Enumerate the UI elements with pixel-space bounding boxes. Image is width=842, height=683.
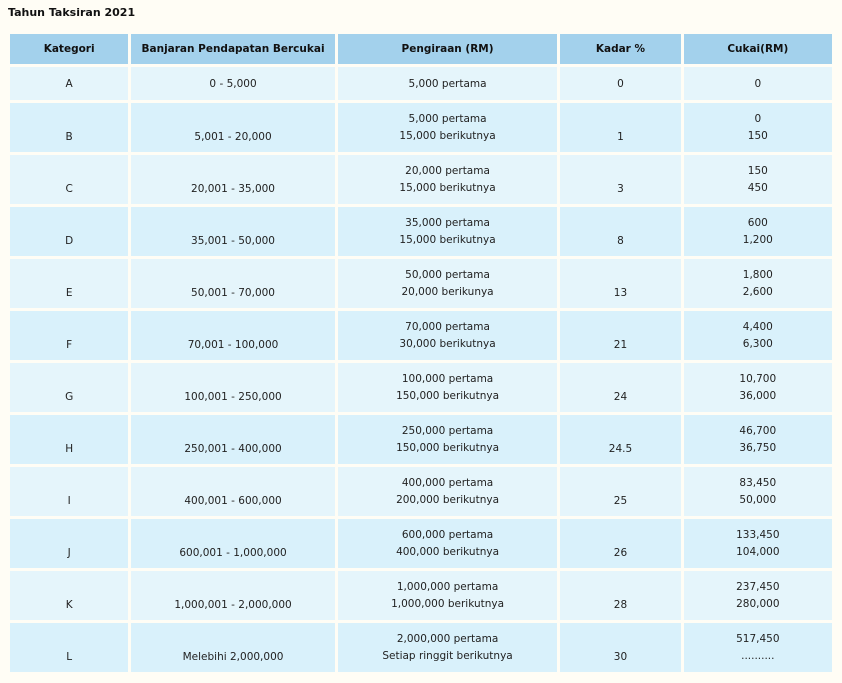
cell-cukai-line: 2,600	[742, 285, 773, 298]
page-title: Tahun Taksiran 2021	[8, 6, 136, 19]
cell-kadar: 28	[560, 571, 680, 620]
cell-pengiraan	[338, 519, 558, 568]
cell-pengiraan	[338, 571, 558, 620]
header-banjaran: Banjaran Pendapatan Bercukai	[131, 34, 335, 64]
cell-pengiraan-line: 100,000 pertama	[401, 372, 494, 385]
table-row	[10, 519, 832, 568]
cell-cukai-line: 600	[747, 216, 768, 229]
cell-pengiraan	[338, 415, 558, 464]
table-row	[10, 311, 832, 360]
cell-cukai-line: 280,000	[736, 597, 780, 610]
cell-kadar: 13	[560, 259, 680, 308]
cell-pengiraan	[338, 623, 558, 672]
cell-pengiraan-line: 35,000 pertama	[405, 216, 490, 229]
cell-pengiraan-line: 20,000 pertama	[405, 164, 490, 177]
cell-kategori: H	[10, 415, 128, 464]
cell-cukai	[684, 103, 832, 152]
cell-kategori: B	[10, 103, 128, 152]
cell-banjaran: 1,000,001 - 2,000,000	[131, 571, 335, 620]
cell-cukai	[684, 67, 832, 100]
cell-kategori: F	[10, 311, 128, 360]
cell-pengiraan-line: Setiap ringgit berikutnya	[382, 649, 513, 662]
cell-pengiraan-line: 50,000 pertama	[405, 268, 490, 281]
cell-kategori: I	[10, 467, 128, 516]
cell-kadar: 24.5	[560, 415, 680, 464]
cell-kategori: G	[10, 363, 128, 412]
cell-pengiraan-line: 150,000 berikutnya	[396, 441, 500, 454]
cell-banjaran: 35,001 - 50,000	[131, 207, 335, 256]
cell-pengiraan-line: 5,000 pertama	[408, 77, 487, 90]
header-kadar: Kadar %	[560, 34, 680, 64]
cell-cukai-line: 4,400	[742, 320, 773, 333]
header-row	[10, 34, 832, 64]
cell-pengiraan	[338, 103, 558, 152]
cell-kategori: E	[10, 259, 128, 308]
cell-pengiraan	[338, 363, 558, 412]
cell-pengiraan	[338, 67, 558, 100]
cell-banjaran: 20,001 - 35,000	[131, 155, 335, 204]
cell-cukai-line: 517,450	[736, 632, 780, 645]
cell-pengiraan	[338, 467, 558, 516]
cell-kadar: 26	[560, 519, 680, 568]
cell-cukai	[684, 363, 832, 412]
table-row	[10, 363, 832, 412]
cell-kadar: 3	[560, 155, 680, 204]
cell-cukai-line: 36,750	[739, 441, 777, 454]
cell-banjaran: 70,001 - 100,000	[131, 311, 335, 360]
cell-banjaran: 50,001 - 70,000	[131, 259, 335, 308]
cell-kategori: A	[10, 67, 128, 100]
cell-banjaran: 5,001 - 20,000	[131, 103, 335, 152]
cell-pengiraan	[338, 207, 558, 256]
cell-cukai-line: 104,000	[736, 545, 780, 558]
cell-pengiraan	[338, 259, 558, 308]
cell-pengiraan-line: 400,000 pertama	[401, 476, 494, 489]
cell-pengiraan-line: 20,000 berikunya	[401, 285, 494, 298]
cell-cukai-line: 83,450	[739, 476, 777, 489]
cell-pengiraan-line: 2,000,000 pertama	[396, 632, 499, 645]
cell-cukai	[684, 623, 832, 672]
cell-pengiraan-line: 15,000 berikutnya	[399, 233, 496, 246]
cell-pengiraan-line: 250,000 pertama	[401, 424, 494, 437]
cell-cukai-line: 237,450	[736, 580, 780, 593]
cell-pengiraan-line: 5,000 pertama	[408, 112, 487, 125]
table-row	[10, 67, 832, 100]
cell-cukai-line: 1,200	[742, 233, 773, 246]
table-row	[10, 415, 832, 464]
cell-cukai-line: 36,000	[739, 389, 777, 402]
cell-pengiraan-line: 1,000,000 berikutnya	[391, 597, 505, 610]
cell-cukai-line: 150	[747, 164, 768, 177]
cell-cukai-line: ..........	[741, 649, 775, 662]
cell-cukai	[684, 519, 832, 568]
cell-cukai	[684, 415, 832, 464]
cell-cukai-line: 450	[747, 181, 768, 194]
cell-pengiraan-line: 70,000 pertama	[405, 320, 490, 333]
table-header	[10, 34, 832, 64]
tax-rate-table	[7, 31, 835, 675]
cell-pengiraan-line: 600,000 pertama	[401, 528, 494, 541]
table-row	[10, 259, 832, 308]
cell-kategori: D	[10, 207, 128, 256]
cell-banjaran: 400,001 - 600,000	[131, 467, 335, 516]
cell-pengiraan	[338, 155, 558, 204]
cell-cukai	[684, 155, 832, 204]
cell-banjaran: 600,001 - 1,000,000	[131, 519, 335, 568]
cell-cukai-line: 0	[754, 77, 762, 90]
cell-cukai	[684, 259, 832, 308]
cell-cukai-line: 6,300	[742, 337, 773, 350]
cell-kadar: 30	[560, 623, 680, 672]
cell-cukai-line: 46,700	[739, 424, 777, 437]
cell-cukai-line: 10,700	[739, 372, 777, 385]
cell-cukai	[684, 207, 832, 256]
cell-kategori: L	[10, 623, 128, 672]
cell-cukai	[684, 467, 832, 516]
table-row	[10, 623, 832, 672]
header-kategori: Kategori	[10, 34, 128, 64]
cell-pengiraan-line: 15,000 berikutnya	[399, 181, 496, 194]
cell-cukai-line: 50,000	[739, 493, 777, 506]
cell-pengiraan-line: 200,000 berikutnya	[396, 493, 500, 506]
cell-kadar: 25	[560, 467, 680, 516]
cell-pengiraan-line: 150,000 berikutnya	[396, 389, 500, 402]
cell-cukai	[684, 311, 832, 360]
cell-pengiraan	[338, 311, 558, 360]
cell-kadar: 0	[560, 67, 680, 100]
cell-kategori: J	[10, 519, 128, 568]
cell-cukai-line: 150	[747, 129, 768, 142]
cell-pengiraan-line: 30,000 berikutnya	[399, 337, 496, 350]
cell-kadar: 24	[560, 363, 680, 412]
cell-banjaran: 250,001 - 400,000	[131, 415, 335, 464]
table-row	[10, 571, 832, 620]
cell-cukai-line: 0	[754, 112, 762, 125]
cell-banjaran: 100,001 - 250,000	[131, 363, 335, 412]
table-row	[10, 207, 832, 256]
cell-kadar: 1	[560, 103, 680, 152]
table-row	[10, 103, 832, 152]
cell-pengiraan-line: 400,000 berikutnya	[396, 545, 500, 558]
table-row	[10, 155, 832, 204]
table-body	[10, 67, 832, 672]
header-pengiraan: Pengiraan (RM)	[338, 34, 558, 64]
cell-kadar: 21	[560, 311, 680, 360]
cell-kategori: K	[10, 571, 128, 620]
cell-cukai-line: 133,450	[736, 528, 780, 541]
cell-pengiraan-line: 15,000 berikutnya	[399, 129, 496, 142]
cell-kategori: C	[10, 155, 128, 204]
header-cukai: Cukai(RM)	[684, 34, 832, 64]
cell-kadar: 8	[560, 207, 680, 256]
cell-banjaran: Melebihi 2,000,000	[131, 623, 335, 672]
cell-pengiraan-line: 1,000,000 pertama	[396, 580, 499, 593]
cell-cukai-line: 1,800	[742, 268, 773, 281]
table-row	[10, 467, 832, 516]
cell-cukai	[684, 571, 832, 620]
cell-banjaran: 0 - 5,000	[131, 67, 335, 100]
